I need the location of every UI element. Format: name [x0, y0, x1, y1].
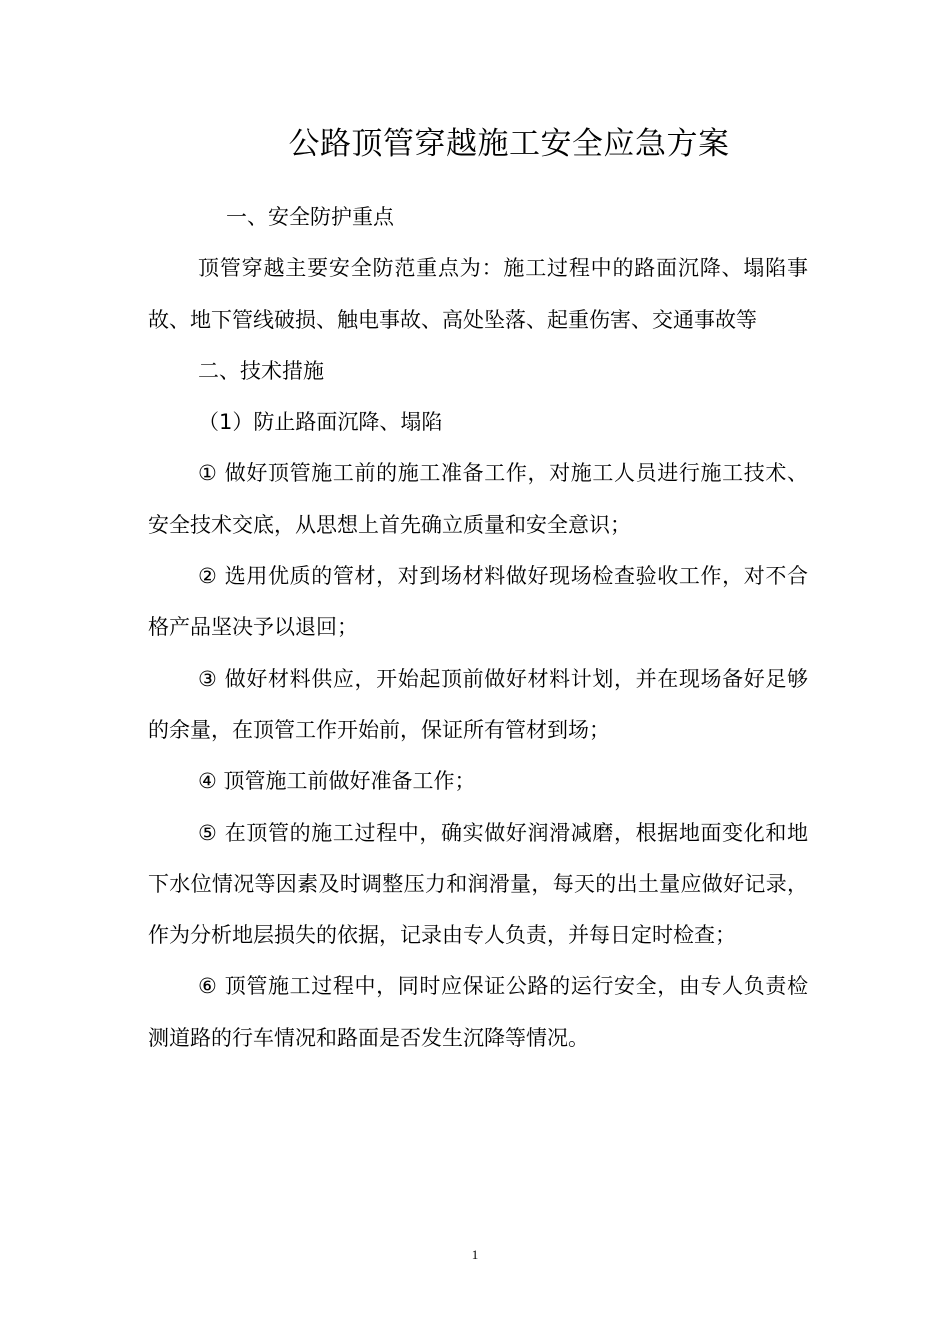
- subheading-prevent-settlement: （1）防止路面沉降、塌陷: [198, 410, 443, 435]
- document-title: 公路顶管穿越施工安全应急方案: [288, 126, 730, 162]
- list-item-3: ③ 做好材料供应，开始起顶前做好材料计划，并在现场备好足够的余量，在顶管工作开始前，保证所有管材到场；: [148, 666, 808, 742]
- page-number: 1: [471, 1247, 479, 1262]
- list-item-1: ① 做好顶管施工前的施工准备工作，对施工人员进行施工技术、安全技术交底，从思想上首先确立质量和安全意识；: [148, 461, 808, 537]
- list-item-5: ⑤ 在顶管的施工过程中，确实做好润滑减磨，根据地面变化和地下水位情况等因素及时调整压力和润滑量，每天的出土量应做好记录，作为分析地层损失的依据，记录由专人负责，并每日定时检查；: [148, 820, 808, 948]
- paragraph-safety-focus: 顶管穿越主要安全防范重点为：施工过程中的路面沉降、塌陷事故、地下管线破损、触电事故、高处坠落、起重伤害、交通事故等: [148, 256, 808, 332]
- section-heading-technical-measures: 二、技术措施: [198, 358, 324, 383]
- list-item-4: ④ 顶管施工前做好准备工作；: [198, 769, 476, 794]
- list-item-2: ② 选用优质的管材，对到场材料做好现场检查验收工作，对不合格产品坚决予以退回；: [148, 564, 808, 640]
- document-body: [148, 192, 808, 1064]
- section-heading-safety-focus: 一、安全防护重点: [226, 205, 394, 229]
- list-item-6: ⑥ 顶管施工过程中，同时应保证公路的运行安全，由专人负责检测道路的行车情况和路面是否发生沉降等情况。: [148, 974, 808, 1050]
